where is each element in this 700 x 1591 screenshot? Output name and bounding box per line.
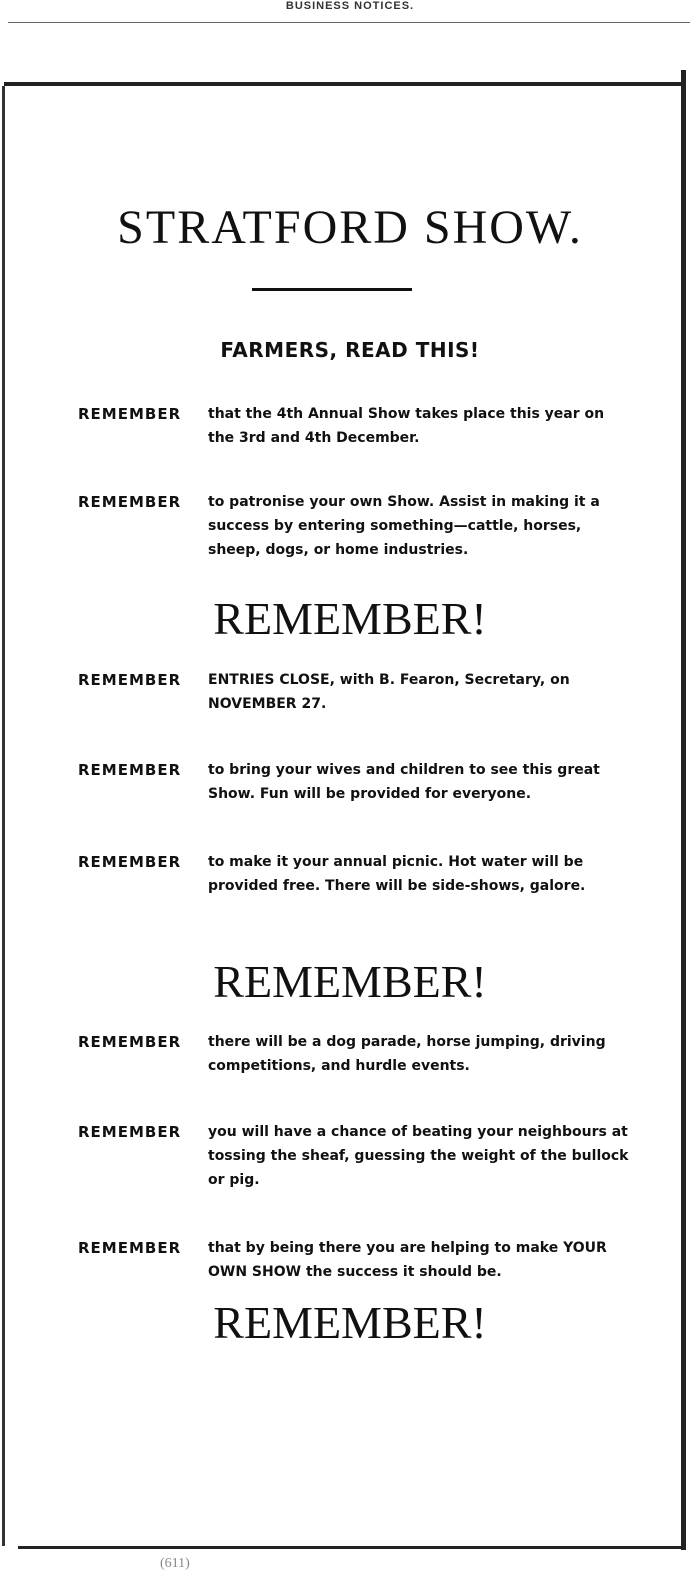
remember-item [0, 850, 700, 930]
section-header: BUSINESS NOTICES. [285, 0, 415, 12]
ad-subheading: FARMERS, READ THIS! [220, 338, 480, 362]
remember-text: you will have a chance of beating your neighbours at tossing the sheaf, guessing the weight of the bullock or pig. [208, 1124, 629, 1188]
remember-text: there will be a dog parade, horse jumping, driving competitions, and hurdle events. [208, 1034, 606, 1074]
remember-item [0, 758, 700, 838]
title-divider [252, 288, 412, 291]
remember-item [0, 1120, 700, 1200]
remember-keyword: REMEMBER [78, 1239, 182, 1257]
remember-text: to bring your wives and children to see this great Show. Fun will be provided for everyone. [208, 762, 600, 802]
remember-text: that by being there you are helping to make YOUR OWN SHOW the success it should be. [208, 1240, 607, 1280]
remember-keyword: REMEMBER [78, 493, 182, 511]
remember-text: to make it your annual picnic. Hot water will be provided free. There will be side-shows, galore. [208, 854, 586, 894]
footer-mark: (611) [160, 1556, 190, 1571]
remember-item [0, 1030, 700, 1110]
remember-keyword: REMEMBER [78, 1033, 182, 1051]
remember-keyword: REMEMBER [78, 671, 182, 689]
remember-keyword: REMEMBER [78, 1123, 182, 1141]
ad-frame-bottom [18, 1546, 682, 1549]
header-divider [8, 22, 690, 23]
remember-banner: REMEMBER! [213, 1297, 487, 1348]
remember-keyword: REMEMBER [78, 405, 182, 423]
remember-banner: REMEMBER! [213, 956, 487, 1007]
remember-item [0, 668, 700, 748]
ad-frame-top [4, 82, 684, 86]
remember-banner: REMEMBER! [213, 593, 487, 644]
remember-keyword: REMEMBER [78, 853, 182, 871]
remember-item [0, 402, 700, 482]
remember-keyword: REMEMBER [78, 761, 182, 779]
remember-text: ENTRIES CLOSE, with B. Fearon, Secretary, on NOVEMBER 27. [208, 672, 570, 712]
remember-text: to patronise your own Show. Assist in making it a success by entering something—cattle, horses, sheep, dogs, or home industries. [208, 494, 600, 558]
ad-title: STRATFORD SHOW. [117, 201, 583, 254]
remember-item [0, 490, 700, 570]
remember-text: that the 4th Annual Show takes place this year on the 3rd and 4th December. [208, 406, 605, 446]
